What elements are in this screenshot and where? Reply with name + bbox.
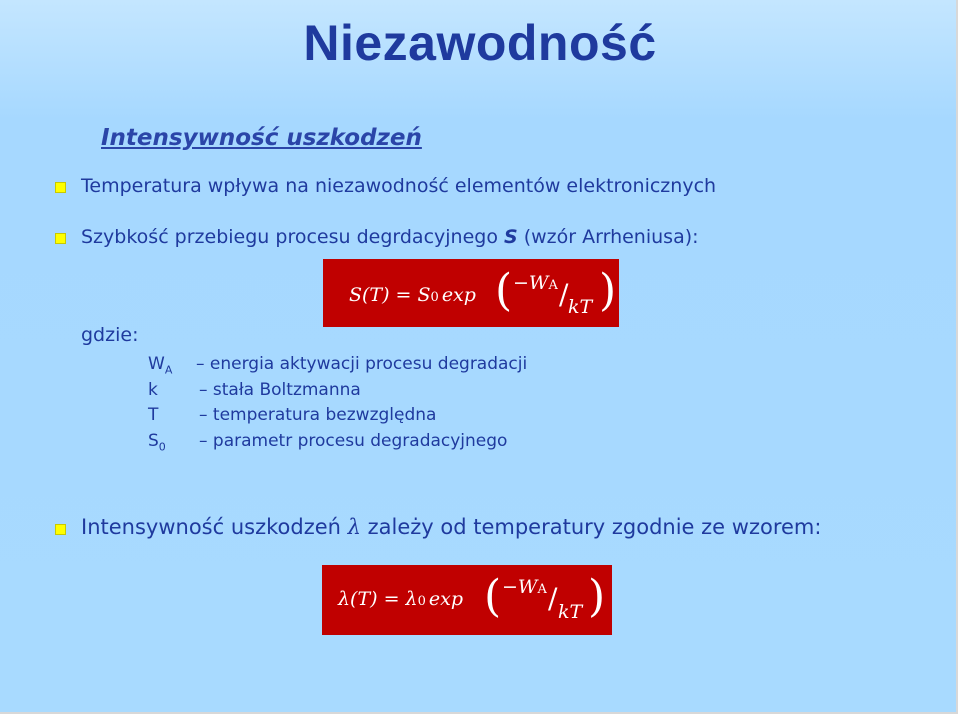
formula2-lhs <box>338 588 463 610</box>
formula2-slash: / <box>548 582 558 615</box>
formula-slash: / <box>559 278 569 311</box>
formula2-num-text: −W <box>502 576 538 598</box>
formula2-lhs-text: λ(T) = λ <box>338 588 418 610</box>
legend-symbol-s0 <box>148 431 166 453</box>
section-heading: Intensywność uszkodzeń <box>101 125 422 151</box>
bullet-text-rate-post: (wzór Arrheniusa): <box>517 226 699 248</box>
legend-symbol-wa <box>148 354 172 376</box>
formula2-num-sub: A <box>537 582 547 597</box>
legend-symbol-k: k <box>148 380 158 400</box>
bullet-square-icon <box>55 233 66 244</box>
legend-desc-wa: – energia aktywacji procesu degradacji <box>196 354 528 374</box>
formula-lhs-text: S(T) = S <box>349 284 431 306</box>
formula-num-sub: A <box>548 278 558 293</box>
formula2-exp: exp <box>428 588 463 610</box>
slide-title: Niezawodność <box>303 15 657 71</box>
legend-symbol-s0-sub: 0 <box>158 440 166 454</box>
legend-symbol-wa-text: W <box>148 354 165 374</box>
bullet-text-failure-post: zależy od temperatury zgodnie ze wzorem: <box>360 515 822 539</box>
symbol-s: S <box>504 226 518 248</box>
legend-desc-t: – temperatura bezwzględna <box>199 405 437 425</box>
legend-desc-s0: – parametr procesu degradacyjnego <box>199 431 508 451</box>
bullet-square-icon <box>55 524 66 535</box>
legend-symbol-wa-sub: A <box>164 363 173 377</box>
formula-num-text: −W <box>513 272 549 294</box>
bullet-text-temperature: Temperatura wpływa na niezawodność elementów elektronicznych <box>81 175 717 197</box>
formula2-denominator: kT <box>558 601 583 623</box>
right-paren: ) <box>588 571 606 622</box>
formula-exp: exp <box>441 284 476 306</box>
legend-symbol-t: T <box>148 405 159 425</box>
right-paren: ) <box>599 265 617 316</box>
formula2-sub0: 0 <box>417 594 426 609</box>
legend-symbol-s0-text: S <box>148 431 159 451</box>
formula-denominator: kT <box>568 296 593 318</box>
left-paren: ( <box>484 571 502 622</box>
failure-rate-formula <box>322 565 612 635</box>
formula-sub0: 0 <box>430 290 439 305</box>
bullet-text-failure-pre: Intensywność uszkodzeń <box>81 515 348 539</box>
where-label: gdzie: <box>81 324 139 346</box>
symbol-lambda: λ <box>347 515 361 539</box>
bullet-text-failure-rate <box>81 515 821 539</box>
formula2-numerator <box>502 576 547 598</box>
arrhenius-formula <box>323 259 619 327</box>
left-paren: ( <box>495 265 513 316</box>
legend-desc-k: – stała Boltzmanna <box>199 380 361 400</box>
bullet-text-rate-pre: Szybkość przebiegu procesu degrdacyjnego <box>81 226 504 248</box>
formula-lhs <box>349 284 476 306</box>
bullet-square-icon <box>55 182 66 193</box>
bullet-text-rate <box>81 226 699 248</box>
formula-numerator <box>513 272 558 294</box>
